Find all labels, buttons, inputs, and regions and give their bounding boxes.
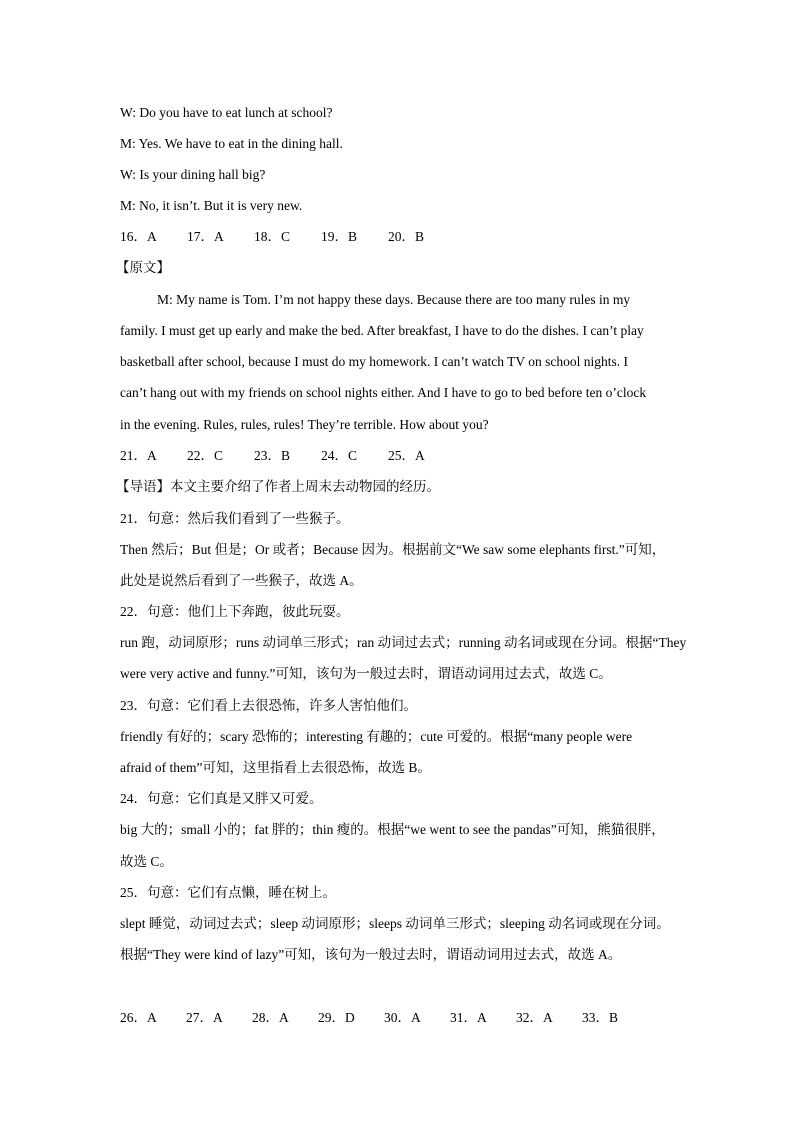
explanation-line: big 大的；small 小的；fat 胖的；thin 瘦的。根据“we went to see the pandas”可知，熊猫很胖，	[120, 822, 665, 837]
explanation-line: 故选 C。	[120, 854, 173, 869]
explanation-line: afraid of them”可知，这里指看上去很恐怖，故选 B。	[120, 760, 431, 775]
passage-line: family. I must get up early and make the bed. After breakfast, I have to do the dishes. I can’t play	[120, 323, 644, 338]
answer-18: 18．C	[254, 229, 291, 244]
answer-17: 17．A	[187, 229, 224, 244]
answer-row-21-25	[120, 447, 425, 465]
explanation-line: run 跑，动词原形；runs 动词单三形式；ran 动词过去式；running 动名词或现在分词。根据“They	[120, 635, 687, 650]
dialogue-line: M: Yes. We have to eat in the dining hall.	[120, 136, 343, 151]
explanation-line: friendly 有好的；scary 恐怖的；interesting 有趣的；cute 可爱的。根据“many people were	[120, 729, 633, 744]
answer-31: 31．A	[450, 1010, 487, 1025]
passage-line: can’t hang out with my friends on school nights either. And I have to go to bed before ten o’clock	[120, 385, 647, 400]
answer-row-26-33	[120, 1009, 618, 1027]
explanation-line: were very active and funny.”可知，该句为一般过去时，谓语动词用过去式，故选 C。	[120, 666, 612, 681]
explanation-line: 23．句意：它们看上去很恐怖，许多人害怕他们。	[120, 698, 417, 713]
explanation-line: slept 睡觉，动词过去式；sleep 动词原形；sleeps 动词单三形式；sleeping 动名词或现在分词。	[120, 916, 670, 931]
answer-29: 29．D	[318, 1010, 355, 1025]
yuanwen-heading: 【原文】	[116, 260, 170, 275]
explanation-line: 25．句意：它们有点懒，睡在树上。	[120, 885, 336, 900]
answer-16: 16．A	[120, 229, 157, 244]
answer-27: 27．A	[186, 1010, 223, 1025]
dialogue-line: M: No, it isn’t. But it is very new.	[120, 198, 303, 213]
passage-line: basketball after school, because I must do my homework. I can’t watch TV on school nights. I	[120, 354, 629, 369]
answer-21: 21．A	[120, 448, 157, 463]
answer-33: 33．B	[582, 1010, 619, 1025]
answer-row-16-20	[120, 228, 424, 246]
answer-22: 22．C	[187, 448, 224, 463]
answer-23: 23．B	[254, 448, 291, 463]
answer-19: 19．B	[321, 229, 358, 244]
passage-line: M: My name is Tom. I’m not happy these days. Because there are too many rules in my	[157, 292, 631, 307]
passage-line: in the evening. Rules, rules, rules! They’re terrible. How about you?	[120, 417, 489, 432]
dialogue-line: W: Do you have to eat lunch at school?	[120, 105, 333, 120]
daoyu-intro: 【导语】本文主要介绍了作者上周末去动物园的经历。	[116, 479, 440, 494]
explanation-line: 此处是说然后看到了一些猴子，故选 A。	[120, 573, 363, 588]
explanation-line: 21．句意：然后我们看到了一些猴子。	[120, 511, 350, 526]
explanation-line: 24．句意：它们真是又胖又可爱。	[120, 791, 323, 806]
answer-24: 24．C	[321, 448, 358, 463]
explanation-line: Then 然后；But 但是；Or 或者；Because 因为。根据前文“We saw some elephants first.”可知，	[120, 542, 666, 557]
answer-30: 30．A	[384, 1010, 421, 1025]
answer-20: 20．B	[388, 229, 425, 244]
dialogue-line: W: Is your dining hall big?	[120, 167, 266, 182]
explanation-line: 22．句意：他们上下奔跑，彼此玩耍。	[120, 604, 350, 619]
answer-28: 28．A	[252, 1010, 289, 1025]
explanation-line: 根据“They were kind of lazy”可知，该句为一般过去时，谓语动词用过去式，故选 A。	[120, 947, 622, 962]
answer-26: 26．A	[120, 1010, 157, 1025]
answer-25: 25．A	[388, 448, 425, 463]
answer-32: 32．A	[516, 1010, 553, 1025]
